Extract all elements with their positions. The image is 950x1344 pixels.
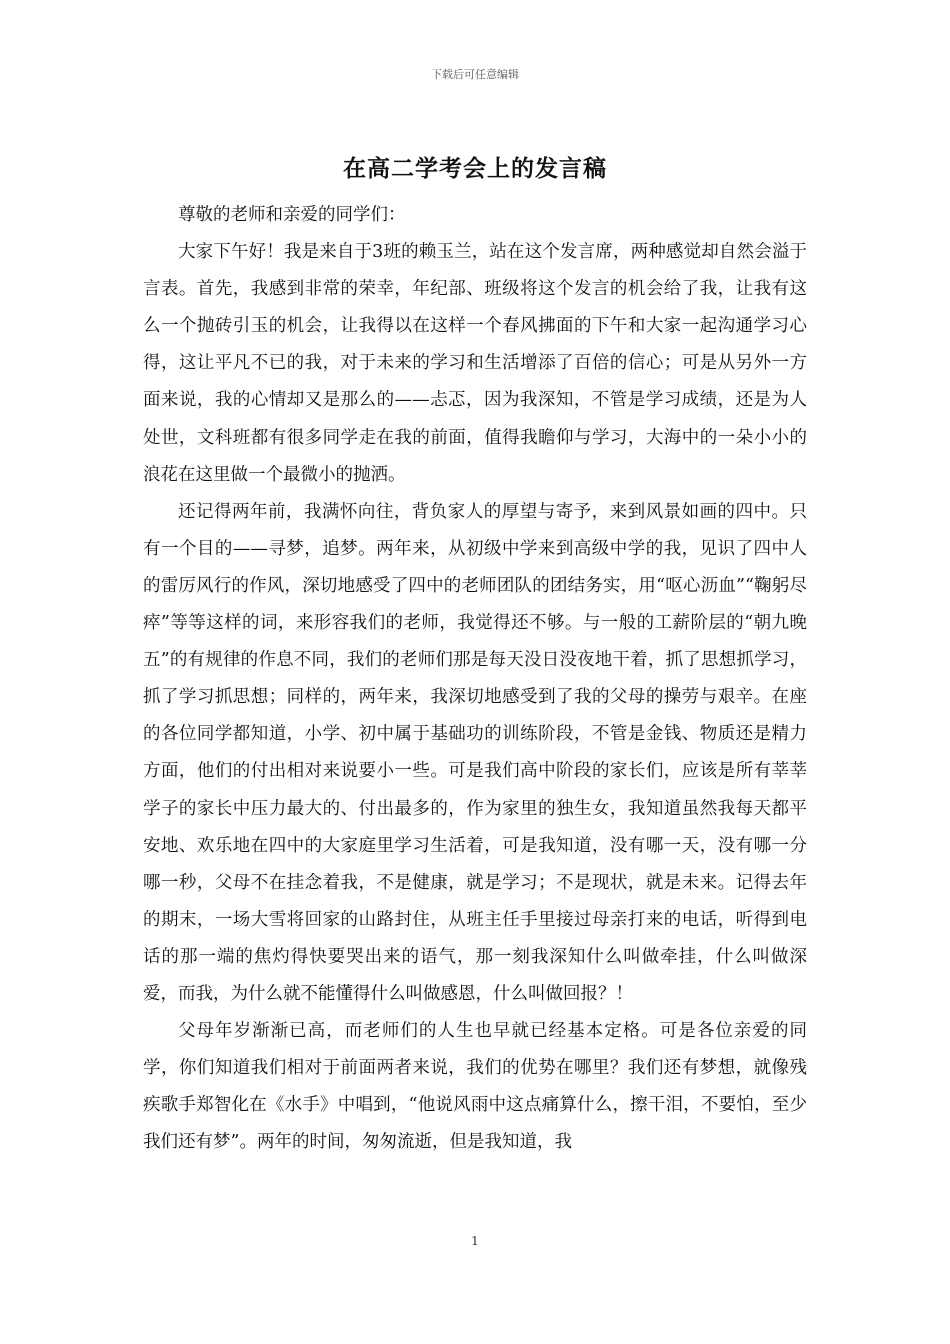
document-title: 在高二学考会上的发言稿 (343, 155, 607, 182)
document-body (143, 197, 807, 1161)
paragraph: 大家下午好！我是来自于3班的赖玉兰，站在这个发言席，两种感觉却自然会溢于言表。首先，我感到非常的荣幸，年纪部、班级将这个发言的机会给了我，让我有这么一个抛砖引玉的机会，让我得以在这样一个春风拂面的下午和大家一起沟通学习心得，这让平凡不已的我，对于未来的学习和生活增添了百倍的信心；可是从另外一方面来说，我的心情却又是那么的——忐忑，因为我深知，不管是学习成绩，还是为人处世，文科班都有很多同学走在我的前面，值得我瞻仰与学习，大海中的一朵小小的浪花在这里做一个最微小的抛洒。 (143, 242, 807, 485)
page-number: 1 (471, 1234, 479, 1248)
paragraph: 还记得两年前，我满怀向往，背负家人的厚望与寄予，来到风景如画的四中。只有一个目的——寻梦，追梦。两年来，从初级中学来到高级中学的我，见识了四中人的雷厉风行的作风，深切地感受了四中的老师团队的团结务实，用“呕心沥血”“鞠躬尽瘁”等等这样的词，来形容我们的老师，我觉得还不够。与一般的工薪阶层的“朝九晚五”的有规律的作息不同，我们的老师们那是每天没日没夜地干着，抓了思想抓学习，抓了学习抓思想；同样的，两年来，我深切地感受到了我的父母的操劳与艰辛。在座的各位同学都知道，小学、初中属于基础功的训练阶段，不管是金钱、物质还是精力方面，他们的付出相对来说要小一些。可是我们高中阶段的家长们，应该是所有莘莘学子的家长中压力最大的、付出最多的，作为家里的独生女，我知道虽然我每天都平安地、欢乐地在四中的大家庭里学习生活着，可是我知道，没有哪一天，没有哪一分哪一秒，父母不在挂念着我，不是健康，就是学习；不是现状，就是未来。记得去年的期末，一场大雪将回家的山路封住，从班主任手里接过母亲打来的电话，听得到电话的那一端的焦灼得快要哭出来的语气，那一刻我深知什么叫做牵挂，什么叫做深爱，而我，为什么就不能懂得什么叫做感恩，什么叫做回报？！ (143, 501, 807, 1004)
salutation: 尊敬的老师和亲爱的同学们： (178, 205, 406, 225)
paragraph: 父母年岁渐渐已高，而老师们的人生也早就已经基本定格。可是各位亲爱的同学，你们知道我们相对于前面两者来说，我们的优势在哪里？我们还有梦想，就像残疾歌手郑智化在《水手》中唱到，“他说风雨中这点痛算什么，擦干泪，不要怕，至少我们还有梦”。两年的时间，匆匆流逝，但是我知道，我 (143, 1021, 807, 1153)
page-header: 下载后可任意编辑 (431, 68, 519, 81)
